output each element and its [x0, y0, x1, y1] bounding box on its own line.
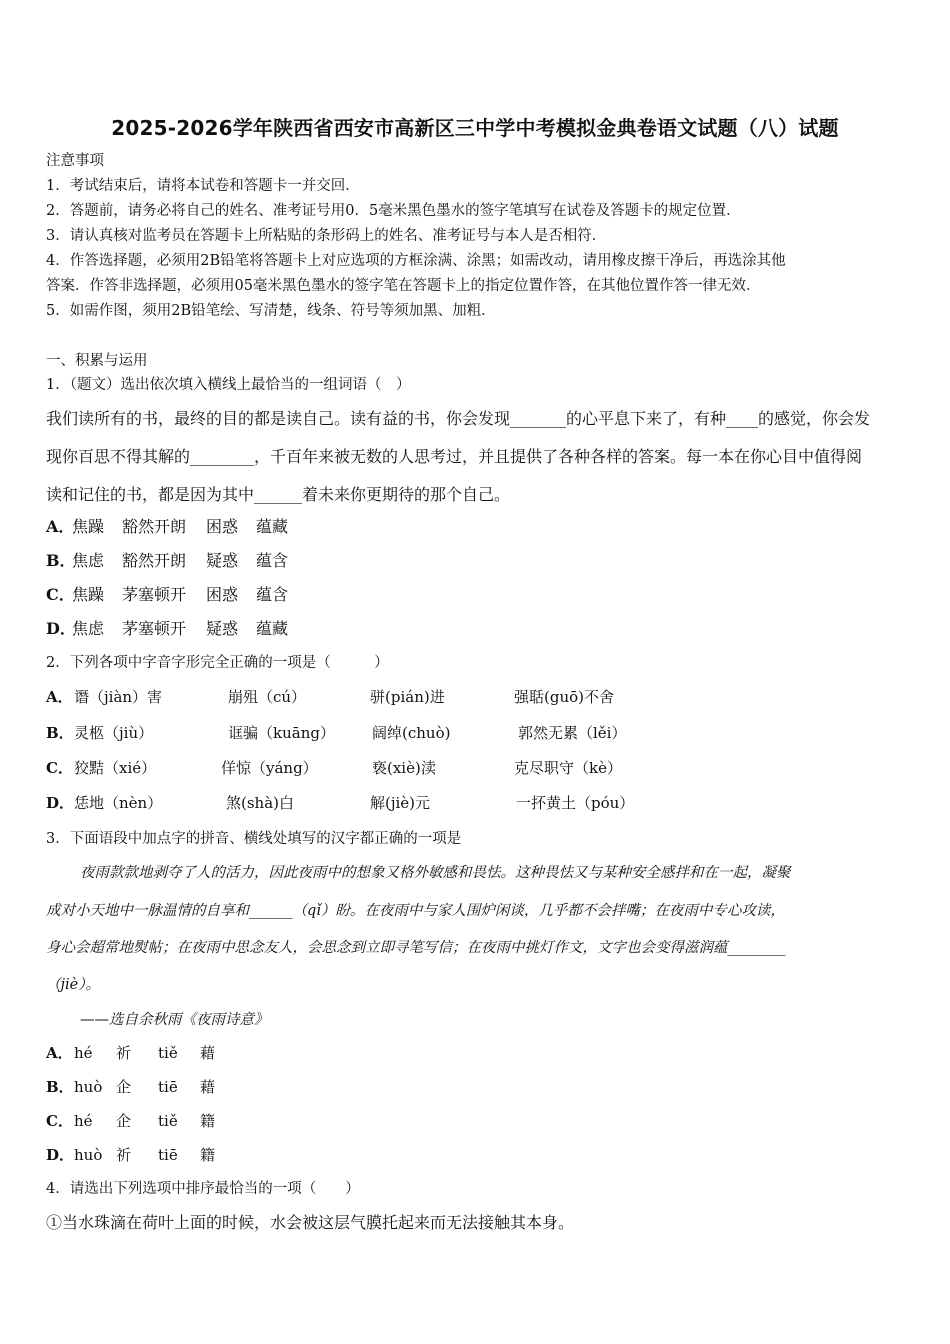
question-3-source: ——选自余秋雨《夜雨诗意》 [80, 1012, 269, 1028]
option-word: 焦虑 [72, 619, 105, 638]
option-item: hé [74, 1044, 93, 1062]
question-1-passage: 读和记住的书，都是因为其中______着未来你更期待的那个自己。 [46, 485, 511, 504]
option-item: 阔绰(chuò) [372, 724, 451, 742]
notice-item: 5．如需作图，须用2B铅笔绘、写清楚，线条、符号等须加黑、加粗． [46, 303, 496, 319]
option-label: D． [46, 794, 75, 812]
question-3-passage: 夜雨款款地剥夺了人的活力，因此夜雨中的想象又格外敏感和畏怯。这种畏怯又与某种安全感拌和在一起，凝聚 [80, 865, 791, 881]
question-3-passage: 身心会超常地熨帖；在夜雨中思念友人，会思念到立即寻笔写信；在夜雨中挑灯作文，文字也会变得滋润蕴________ [46, 940, 786, 956]
option-word: 疑惑 [206, 551, 239, 570]
option-label: A． [46, 1044, 73, 1062]
option-label: A． [46, 688, 73, 706]
option-word: 焦虑 [72, 551, 105, 570]
question-1-stem: 1．（题文）选出依次填入横线上最恰当的一组词语（ ） [46, 377, 411, 393]
option-item: 企 [116, 1078, 132, 1096]
notice-item: 1．考试结束后，请将本试卷和答题卡一并交回． [46, 178, 360, 194]
option-word: 豁然开朗 [122, 517, 187, 536]
option-word: 茅塞顿开 [122, 619, 187, 638]
option-label: A． [46, 517, 75, 536]
q1-option-a[interactable] [46, 518, 288, 536]
option-label: C． [46, 585, 75, 604]
option-item: tiē [158, 1146, 178, 1164]
option-word: 蕴藏 [256, 619, 289, 638]
option-item: 崩殂（cú） [228, 688, 307, 706]
option-item: tiě [158, 1112, 178, 1130]
notice-item: 2．答题前，请务必将自己的姓名、准考证号用0．5毫米黑色墨水的签字笔填写在试卷及答题卡的规定位置． [46, 203, 741, 219]
option-item: 恁地（nèn） [74, 794, 163, 812]
q1-option-b[interactable] [46, 552, 288, 570]
option-item: 强聒(guō)不舍 [514, 688, 614, 706]
option-item: 谮（jiàn）害 [74, 688, 163, 706]
question-3-passage: （jiè）。 [46, 977, 100, 993]
option-word: 焦躁 [72, 517, 105, 536]
option-item: 藉 [200, 1078, 216, 1096]
notice-heading: 注意事项 [46, 153, 104, 169]
option-item: 佯惊（yáng） [221, 759, 318, 777]
option-item: 骈(pián)进 [370, 688, 445, 706]
option-item: 籍 [200, 1112, 216, 1130]
question-4-stem: 4．请选出下列选项中排序最恰当的一项（ ） [46, 1181, 360, 1197]
option-word: 蕴含 [256, 551, 289, 570]
option-label: C． [46, 1112, 73, 1130]
notice-item: 4．作答选择题，必须用2B铅笔将答题卡上对应选项的方框涂满、涂黑；如需改动，请用橡皮擦干净后，再选涂其他 [46, 253, 786, 269]
option-item: huò [74, 1146, 103, 1164]
option-label: B． [46, 551, 76, 570]
option-label: D． [46, 1146, 75, 1164]
option-item: tiě [158, 1044, 178, 1062]
option-item: hé [74, 1112, 93, 1130]
q1-option-d[interactable] [46, 620, 288, 638]
notice-item: 答案．作答非选择题，必须用05毫米黑色墨水的签字笔在答题卡上的指定位置作答，在其他位置作答一律无效． [46, 278, 761, 294]
option-item: 企 [116, 1112, 132, 1130]
option-item: huò [74, 1078, 103, 1096]
option-item: 灵柩（jiù） [74, 724, 154, 742]
page-title: 2025-2026学年陕西省西安市高新区三中学中考模拟金典卷语文试题（八）试题 [111, 116, 839, 140]
option-item: 解(jiè)元 [370, 794, 431, 812]
option-word: 困惑 [206, 517, 239, 536]
question-1-passage: 现你百思不得其解的________，千百年来被无数的人思考过，并且提供了各种各样的答案。每一本在你心目中值得阅 [46, 447, 863, 466]
option-item: 祈 [116, 1044, 132, 1062]
option-item: 狡黠（xié） [74, 759, 157, 777]
option-item: 郭然无累（lěi） [518, 724, 627, 742]
option-item: 亵(xiè)渎 [372, 759, 436, 777]
option-word: 困惑 [206, 585, 239, 604]
option-item: 藉 [200, 1044, 216, 1062]
question-3-passage: 成对小天地中一脉温情的自享和______（qǐ）盼。在夜雨中与家人围炉闲谈，几乎都不会拌嘴；在夜雨中专心攻读， [46, 903, 785, 919]
option-label: B． [46, 1078, 74, 1096]
option-item: 籍 [200, 1146, 216, 1164]
option-label: B． [46, 724, 74, 742]
option-item: 一抔黄土（póu） [516, 794, 635, 812]
option-word: 茅塞顿开 [122, 585, 187, 604]
q1-option-c[interactable] [46, 586, 288, 604]
option-word: 蕴藏 [256, 517, 289, 536]
question-2-stem: 2．下列各项中字音字形完全正确的一项是（ ） [46, 655, 389, 671]
option-item: 煞(shà)白 [226, 794, 295, 812]
option-word: 疑惑 [206, 619, 239, 638]
option-word: 焦躁 [72, 585, 105, 604]
question-3-stem: 3．下面语段中加点字的拼音、横线处填写的汉字都正确的一项是 [46, 831, 462, 847]
option-label: D． [46, 619, 76, 638]
option-item: tiē [158, 1078, 178, 1096]
section-heading: 一、积累与运用 [46, 353, 148, 369]
option-item: 祈 [116, 1146, 132, 1164]
question-1-passage: 我们读所有的书，最终的目的都是读自己。读有益的书，你会发现_______的心平息下来了，有种____的感觉，你会发 [46, 409, 871, 428]
option-item: 诓骗（kuāng） [228, 724, 335, 742]
option-item: 克尽职守（kè） [514, 759, 622, 777]
question-4-line: ①当水珠滴在荷叶上面的时候，水会被这层气膜托起来而无法接触其本身。 [46, 1213, 575, 1232]
option-word: 蕴含 [256, 585, 289, 604]
option-word: 豁然开朗 [122, 551, 187, 570]
notice-item: 3．请认真核对监考员在答题卡上所粘贴的条形码上的姓名、准考证号与本人是否相符． [46, 228, 607, 244]
option-label: C． [46, 759, 73, 777]
